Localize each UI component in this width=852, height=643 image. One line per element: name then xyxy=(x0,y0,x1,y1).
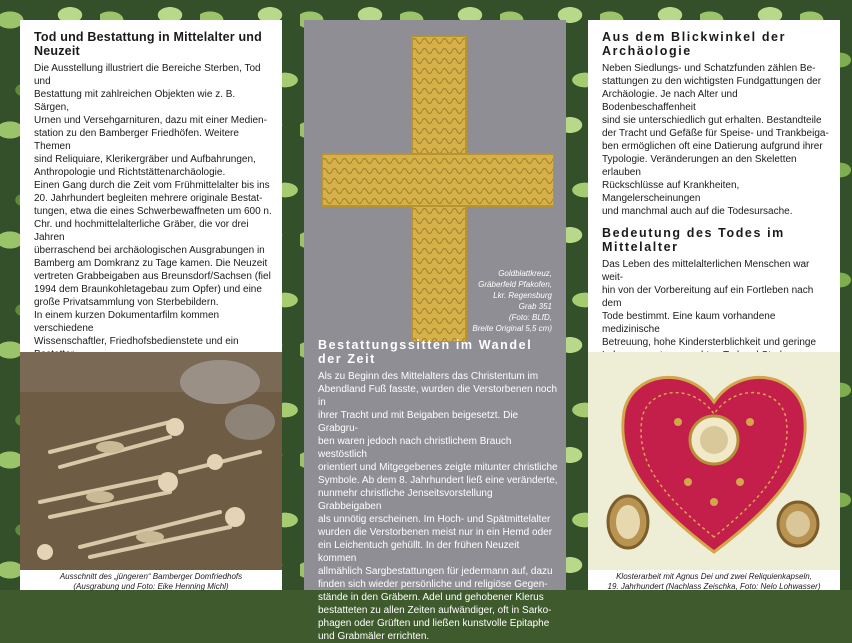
exhibition-text-panel xyxy=(20,20,282,352)
burial-customs-heading: Bestattungssitten im Wandel der Zeit xyxy=(318,338,533,366)
archaeology-heading: Aus dem Blickwinkel der Archäologie xyxy=(602,30,787,58)
cemetery-excavation-photo xyxy=(20,352,282,570)
meaning-of-death-text: Das Leben des mittelalterlichen Menschen war weit- hin von der Vorbereitung auf ein Fortleben nach dem Tode bestimmt. Eine kaum vorhandene medizinische Betreuung, hohe Kindersterblichkeit und geringe xyxy=(602,259,817,348)
heart-photo-caption: Klosterarbeit mit Agnus Dei und zwei Reliquienkapseln, 19. Jahrhundert (Nachlass Zeischka, Foto: Nelo Lohwasser) xyxy=(607,572,821,591)
heart-caption-panel xyxy=(588,570,840,590)
agnus-dei-heart-photo xyxy=(588,352,840,570)
burial-customs-text: Als zu Beginn des Mittelalters das Christentum im Abendland Fuß fasste, wurden die Verstorbenen noch in ihrer Tracht und mit Beigaben beigesetzt. Die Grabgru- ben waren jedoch nach christlichem Brauch westöstlich orientiert und Mitgegebenes zeigte mitunter christliche Symbole. Ab dem 8. Jahrhundert ließ eine veränderte, nunmehr christliche Jenseitsvorstellung Grabbeigaben als unnötig erscheinen. Im Hoch- und Spätmittelalter wurden die Verstorbenen meist nur in ein Hemd oder ein Leichentuch gehüllt. In der frühen Neuzeit kommen allmählich Sargbestattungen für jedermann auf, dazu finden sich wieder persönliche und religiöse Gegen- stände in den Gräbern. Adel und gehobener Klerus bestatteten zu allen Zeiten aufwändiger, oft in Sarko- phagen oder Grüften und ließen kunstvolle Epitaphe und Grabmäler errichten. xyxy=(318,371,558,642)
archaeology-text: Neben Siedlungs- und Schatzfunden zählen Be- stattungen zu den wichtigsten Fundgattungen der Archäologie. Je nach Alter und Bodenbeschaffenheit sind sie unterschiedlich gut erhalten. Bestandteile der Tracht und Gefäße für Speise- und Trankbeiga- ben ermöglichen oft eine Datierung aufgrund ihrer Typologie. Veränderungen an den Skeletten erlauben Rückschlüsse auf Krankheiten, Mangelerscheinungen und manchmal auch auf die Todesursache. xyxy=(602,63,829,217)
cross-photo-caption: Goldblattkreuz, Gräberfeld Pfakofen, Lkr. Regensburg Grab 351 (Foto: BLfD, Breite Original 5,5 cm) xyxy=(472,269,552,333)
meaning-of-death-heading: Bedeutung des Todes im Mittelalter xyxy=(602,226,785,254)
exhibition-heading: Tod und Bestattung in Mittelalter und Neuzeit xyxy=(34,30,262,58)
excavation-photo-caption: Ausschnitt des „jüngeren“ Bamberger Domfriedhofs (Ausgrabung und Foto: Eike Henning Michl) xyxy=(59,572,243,591)
archaeology-panel xyxy=(588,20,840,352)
burial-customs-panel xyxy=(304,20,566,642)
exhibition-text: Die Ausstellung illustriert die Bereiche Sterben, Tod und Bestattung mit zahlreichen Objekten wie z. B. Särgen, Urnen und Versehgarnituren, dazu mit einer Medien- station zu den Bamberger Friedhöfen. Weitere Themen sind Reliquiare, Klerikergräber und Aufbahrungen, Anthropologie und Richtstättenarchäologie. Einen Gang durch die Zeit vom Frühmittelalter bis ins 20. Jahrhundert begleiten mehrere originale Bestat- tungen, etwa die eines Schwerbewaffneten um 600 n. Chr. und hochmittelalterliche Gräber, die vor drei Jahren überraschend bei archäologischen Ausgrabungen in Bamberg am Domkranz zu Tage kamen. Die Neuzeit vertreten Grabbeigaben aus Breunsdorf/Sachsen (fiel 1994 dem Braunkohletagebau zum Opfer) und eine große Privatsammlung von Sterbebildern. In einem kurzen Dokumentarfilm kommen verschiedene Wissenschaftler, Friedhofsbedienstete und ein xyxy=(34,63,272,347)
excavation-caption-panel xyxy=(20,570,282,590)
